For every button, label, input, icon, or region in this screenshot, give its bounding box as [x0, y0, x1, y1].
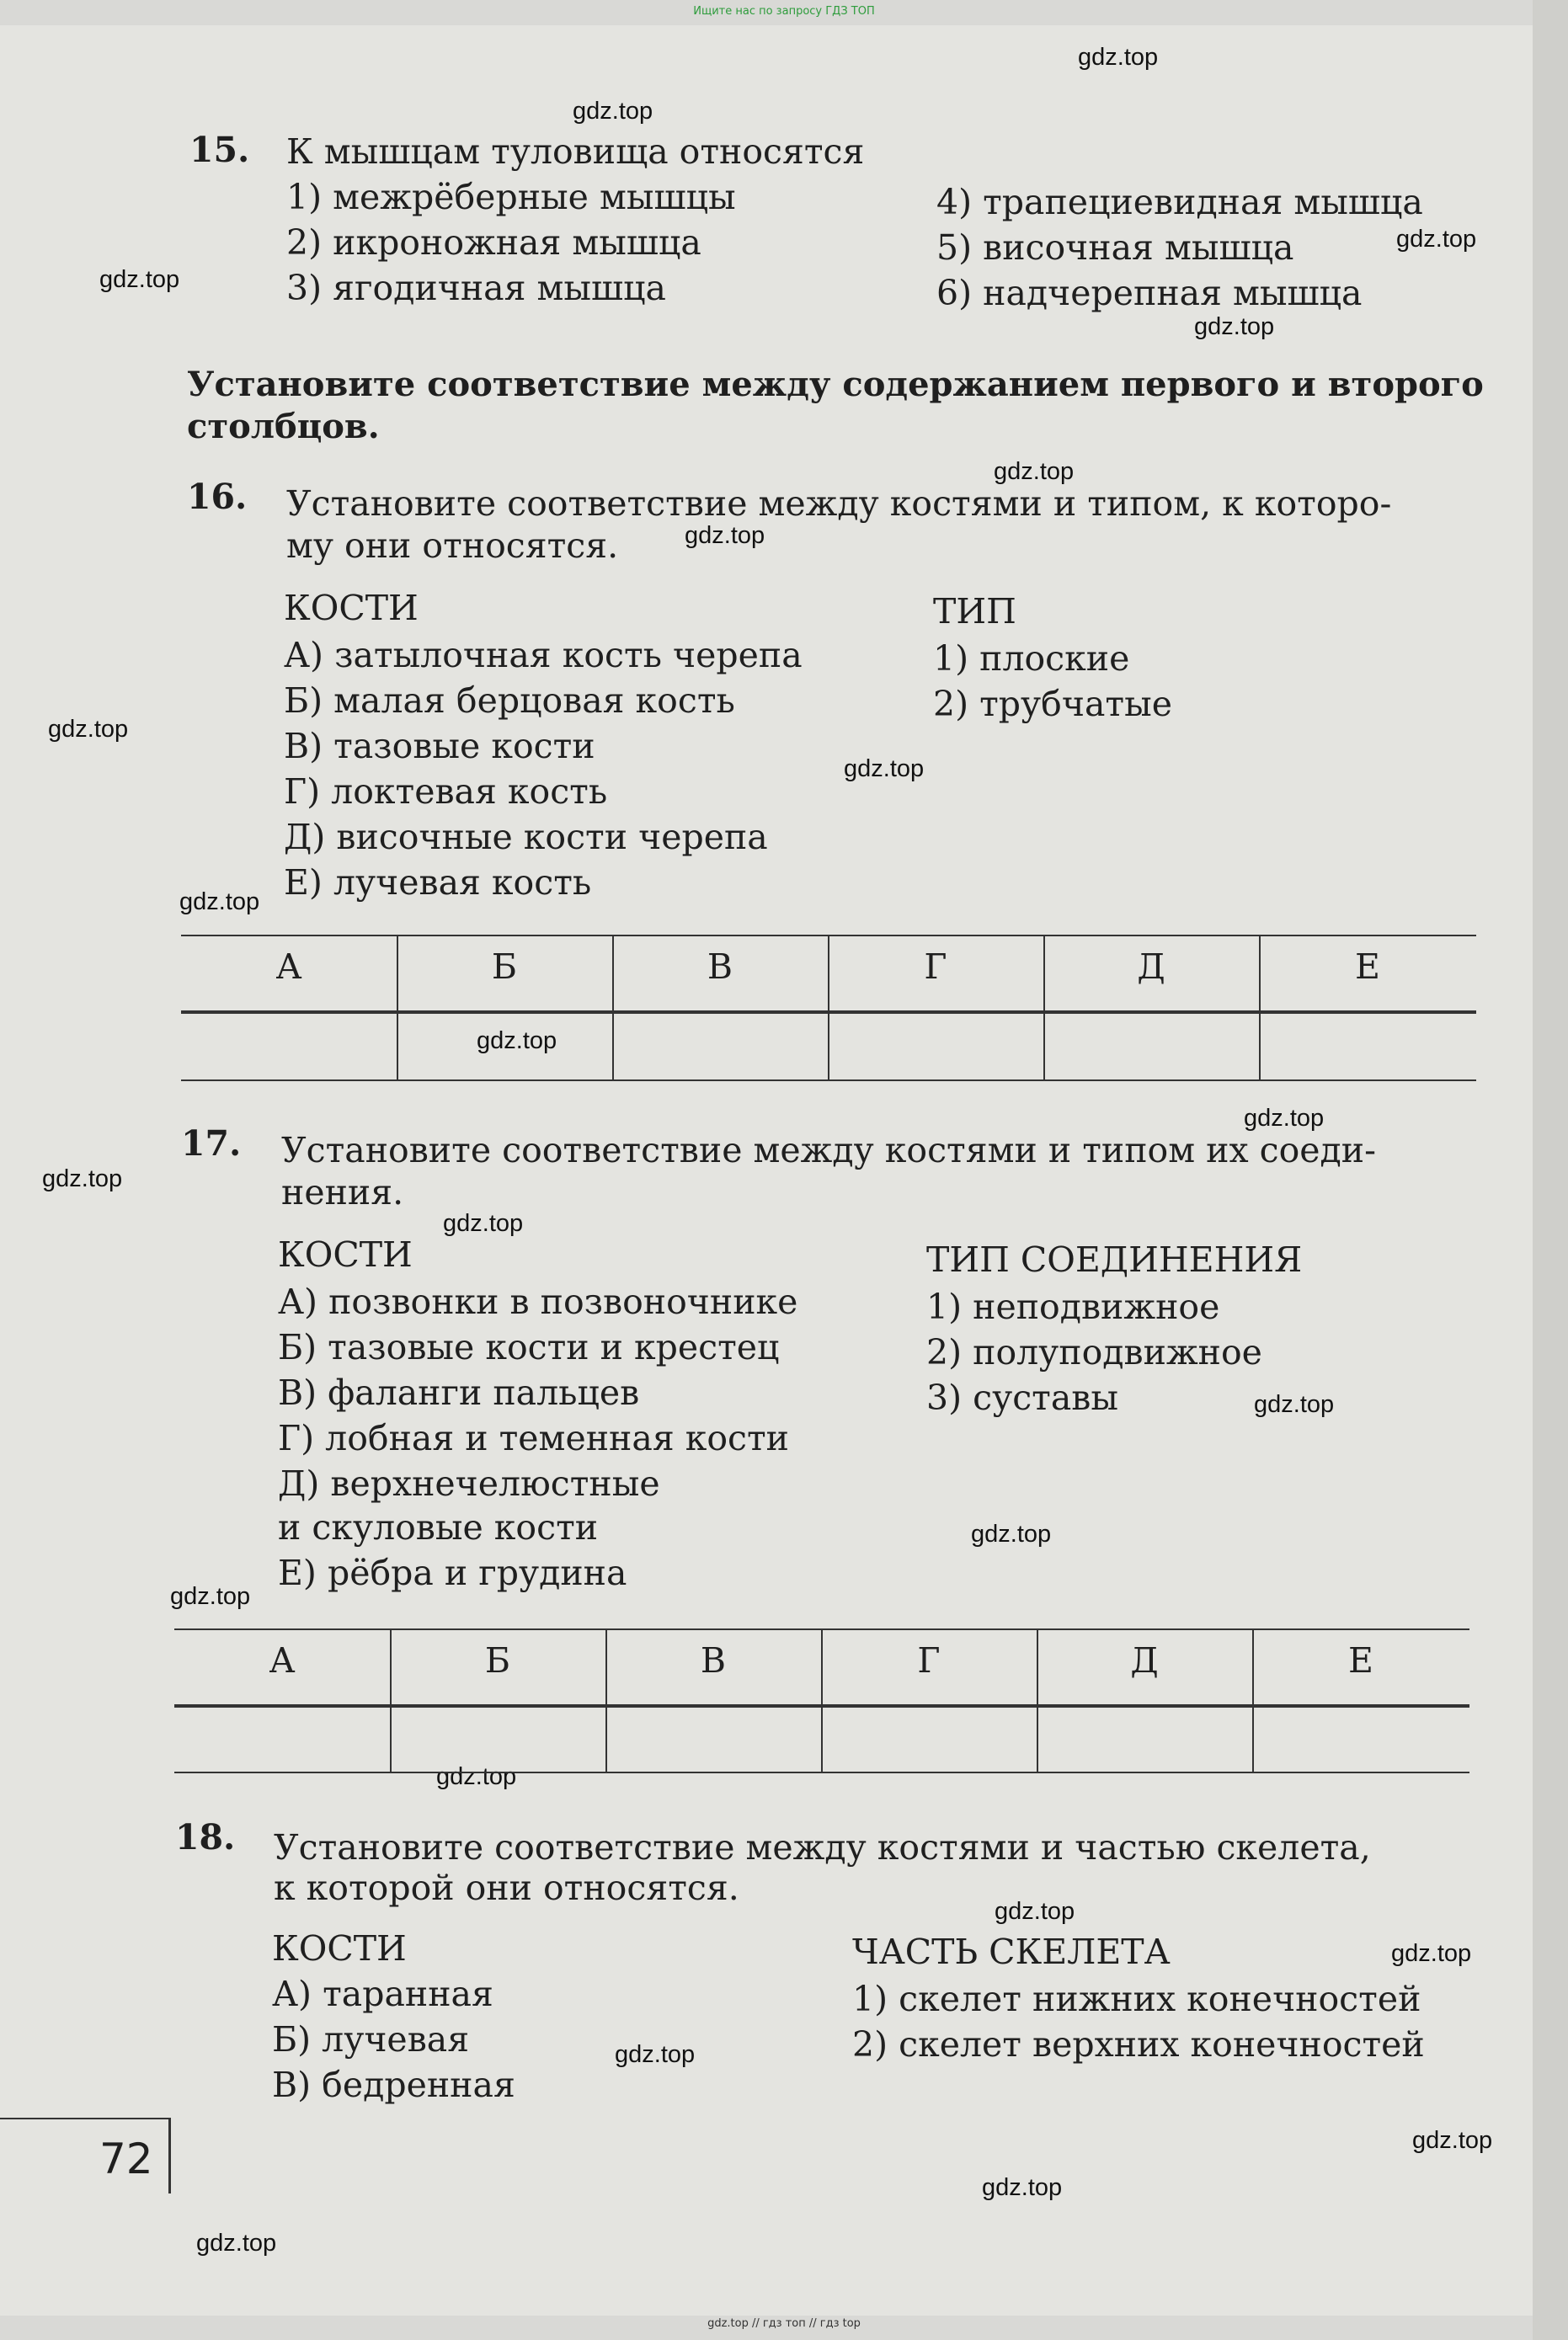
- q17-header-v: В: [700, 1640, 727, 1681]
- q18-line-2: к которой они относятся.: [274, 1868, 739, 1908]
- page-number: 72: [99, 2135, 153, 2183]
- q17-item-b: Б) тазовые кости и крестец: [278, 1327, 780, 1367]
- q17-type-3: 3) суставы: [926, 1378, 1119, 1418]
- q15-option-4: 4) трапециевидная мышца: [936, 182, 1423, 222]
- q17-item-d: Д) верхнечелюстные: [278, 1463, 660, 1504]
- q18-item-v: В) бедренная: [272, 2065, 515, 2105]
- q17-line-2: нения.: [281, 1172, 404, 1213]
- watermark: gdz.top: [1412, 2127, 1493, 2154]
- watermark: gdz.top: [1078, 44, 1159, 71]
- q17-answer-table: [174, 1628, 1469, 1773]
- q15-option-5: 5) височная мышца: [936, 227, 1294, 268]
- watermark: gdz.top: [982, 2174, 1063, 2201]
- q17-answer-cell-d[interactable]: [1037, 1630, 1254, 1772]
- watermark: gdz.top: [573, 98, 653, 125]
- q18-item-a: А) таранная: [272, 1974, 493, 2014]
- q16-answer-cell-e[interactable]: [1259, 936, 1476, 1079]
- q15-option-3: 3) ягодичная мышца: [286, 268, 666, 308]
- watermark: gdz.top: [42, 1165, 123, 1192]
- q18-part-2: 2) скелет верхних конечностей: [852, 2024, 1425, 2065]
- watermark: gdz.top: [615, 2041, 696, 2068]
- q15-question: К мышцам туловища относятся: [286, 131, 865, 172]
- watermark: gdz.top: [477, 1027, 557, 1054]
- q18-line-1: Установите соответствие между костями и частью скелета,: [274, 1827, 1371, 1868]
- q18-left-title: КОСТИ: [272, 1928, 407, 1969]
- q16-left-title: КОСТИ: [284, 588, 419, 628]
- q17-type-1: 1) неподвижное: [926, 1287, 1220, 1327]
- q16-type-2: 2) трубчатые: [933, 684, 1172, 724]
- q17-item-d-cont: и скуловые кости: [278, 1507, 599, 1548]
- q16-item-d: Д) височные кости черепа: [284, 817, 768, 857]
- q16-right-title: ТИП: [933, 591, 1016, 632]
- q17-header-e: Е: [1348, 1640, 1373, 1681]
- watermark: gdz.top: [994, 458, 1075, 485]
- q17-number: 17.: [181, 1123, 242, 1164]
- q16-header-d: Д: [1137, 946, 1165, 987]
- watermark: gdz.top: [170, 1583, 251, 1610]
- q17-type-2: 2) полуподвижное: [926, 1332, 1262, 1373]
- watermark: gdz.top: [844, 755, 925, 782]
- q17-item-a: А) позвонки в позвоночнике: [278, 1282, 798, 1322]
- watermark: gdz.top: [443, 1210, 524, 1237]
- q18-right-title: ЧАСТЬ СКЕЛЕТА: [852, 1932, 1171, 1972]
- watermark: gdz.top: [99, 266, 180, 293]
- q17-answer-cell-v[interactable]: [605, 1630, 823, 1772]
- page-edge: [1533, 0, 1568, 2340]
- page-number-rule: [0, 2118, 168, 2119]
- q15-option-1: 1) межрёберные мышцы: [286, 177, 736, 217]
- q18-part-1: 1) скелет нижних конечностей: [852, 1979, 1421, 2019]
- q16-item-e: Е) лучевая кость: [284, 862, 592, 903]
- q16-item-g: Г) локтевая кость: [284, 771, 608, 812]
- q17-answer-cell-b[interactable]: [390, 1630, 607, 1772]
- watermark: gdz.top: [971, 1521, 1052, 1548]
- q15-option-6: 6) надчерепная мышца: [936, 273, 1363, 313]
- footer-links[interactable]: gdz.top // гдз топ // гдз top: [707, 2317, 861, 2330]
- q16-answer-cell-b[interactable]: [397, 936, 614, 1079]
- watermark: gdz.top: [1254, 1391, 1335, 1418]
- section-instruction: Установите соответствие между содержанием первого и второго столбцов.: [187, 365, 1484, 446]
- q17-header-g: Г: [917, 1640, 941, 1681]
- q16-header-g: Г: [924, 946, 947, 987]
- q16-item-v: В) тазовые кости: [284, 726, 595, 766]
- q16-answer-cell-a[interactable]: [181, 936, 398, 1079]
- q16-answer-cell-v[interactable]: [612, 936, 829, 1079]
- q16-line-1: Установите соответствие между костями и типом, к которо-: [286, 483, 1392, 524]
- q17-item-g: Г) лобная и теменная кости: [278, 1418, 789, 1458]
- q17-left-title: КОСТИ: [278, 1234, 413, 1275]
- watermark: gdz.top: [685, 522, 765, 549]
- q16-header-b: Б: [491, 946, 518, 987]
- q18-item-b: Б) лучевая: [272, 2019, 470, 2060]
- watermark: gdz.top: [196, 2230, 277, 2257]
- q17-answer-cell-e[interactable]: [1252, 1630, 1469, 1772]
- q16-item-b: Б) малая берцовая кость: [284, 680, 735, 721]
- q17-item-e: Е) рёбра и грудина: [278, 1553, 627, 1593]
- q17-header-d: Д: [1130, 1640, 1159, 1681]
- q17-header-a: А: [269, 1640, 296, 1681]
- q16-line-2: му они относятся.: [286, 525, 619, 566]
- top-banner[interactable]: Ищите нас по запросу ГДЗ ТОП: [693, 5, 875, 18]
- q16-answer-cell-d[interactable]: [1043, 936, 1261, 1079]
- q16-type-1: 1) плоские: [933, 638, 1130, 679]
- watermark: gdz.top: [179, 888, 260, 915]
- page-number-divider: [168, 2118, 171, 2193]
- q17-line-1: Установите соответствие между костями и типом их соеди-: [281, 1130, 1376, 1170]
- watermark: gdz.top: [1244, 1105, 1325, 1132]
- q17-answer-cell-a[interactable]: [174, 1630, 392, 1772]
- watermark: gdz.top: [1391, 1940, 1472, 1967]
- watermark: gdz.top: [995, 1898, 1075, 1925]
- q17-item-v: В) фаланги пальцев: [278, 1373, 640, 1413]
- q16-header-v: В: [707, 946, 733, 987]
- q16-number: 16.: [187, 477, 248, 517]
- q16-header-e: Е: [1355, 946, 1380, 987]
- watermark: gdz.top: [436, 1763, 517, 1790]
- q17-right-title: ТИП СОЕДИНЕНИЯ: [926, 1239, 1303, 1280]
- q18-number: 18.: [175, 1817, 236, 1858]
- watermark: gdz.top: [1396, 226, 1477, 253]
- q17-header-b: Б: [484, 1640, 511, 1681]
- q16-answer-table: [181, 935, 1476, 1081]
- watermark: gdz.top: [1194, 313, 1275, 340]
- q16-item-a: А) затылочная кость черепа: [284, 635, 803, 675]
- q15-option-2: 2) икроножная мышца: [286, 222, 701, 263]
- q15-number: 15.: [189, 130, 250, 170]
- q17-answer-cell-g[interactable]: [821, 1630, 1038, 1772]
- q16-header-a: А: [275, 946, 302, 987]
- q16-answer-cell-g[interactable]: [828, 936, 1045, 1079]
- watermark: gdz.top: [48, 716, 129, 743]
